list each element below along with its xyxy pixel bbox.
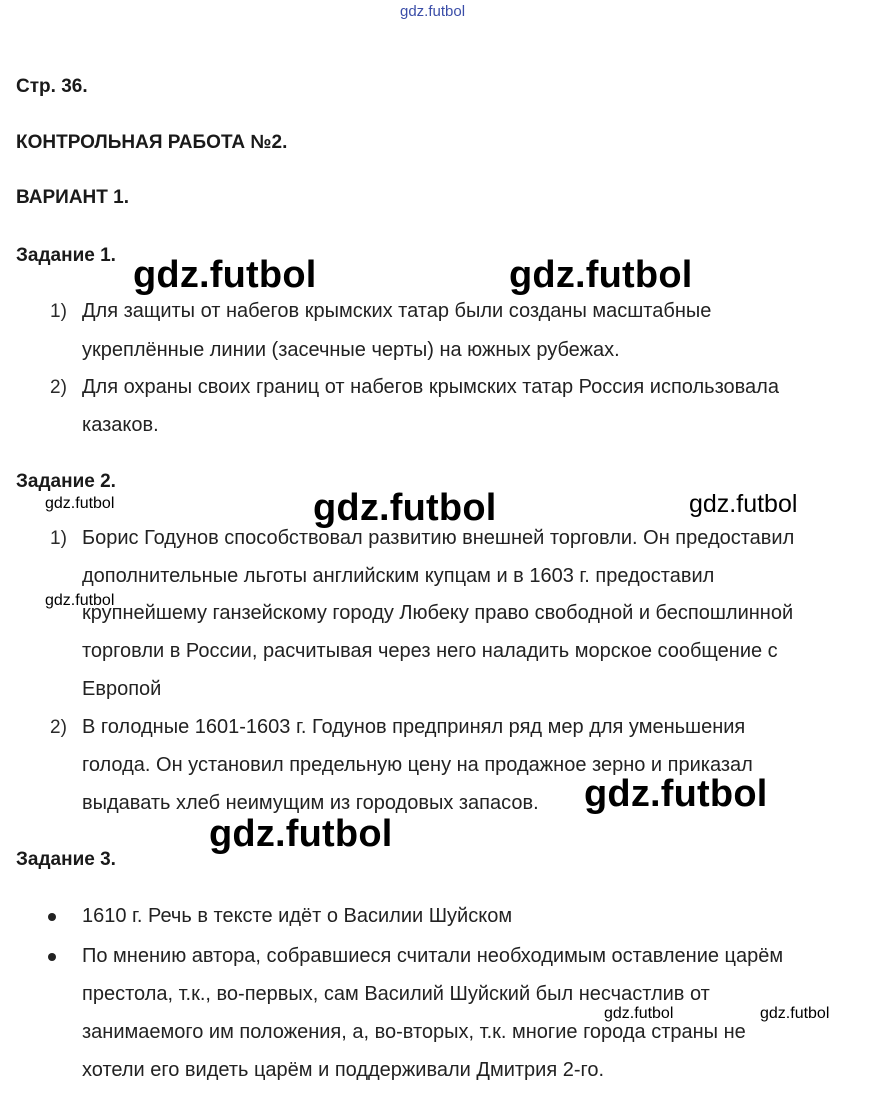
task-2-item-2-line-3: выдавать хлеб неимущим из городовых запасов. (82, 792, 539, 814)
task-1-item-2-number: 2) (50, 377, 67, 398)
task-1-heading: Задание 1. (16, 245, 116, 266)
task-3-item-2-line-4: хотели его видеть царём и поддерживали Дмитрия 2-го. (82, 1059, 605, 1081)
watermark-large-1: gdz.futbol (133, 254, 317, 296)
page-label: Стр. 36. (16, 76, 88, 97)
watermark-large-5: gdz.futbol (209, 813, 393, 855)
variant-heading: ВАРИАНТ 1. (16, 187, 129, 208)
task-3-item-1-line-1: 1610 г. Речь в тексте идёт о Василии Шуйском (82, 905, 513, 927)
watermark-large-3: gdz.futbol (313, 487, 497, 529)
watermark-medium-1: gdz.futbol (689, 490, 798, 518)
watermark-top: gdz.futbol (400, 3, 466, 20)
task-3-heading: Задание 3. (16, 849, 116, 870)
task-2-item-1-number: 1) (50, 528, 67, 549)
task-1-item-2-line-1: Для охраны своих границ от набегов крымских татар Россия использовала (82, 376, 779, 398)
task-2-item-1-line-5: Европой (82, 678, 162, 700)
watermark-small-3: gdz.futbol (604, 1005, 674, 1022)
watermark-large-4: gdz.futbol (584, 773, 768, 815)
task-2-item-1-line-1: Борис Годунов способствовал развитию внешней торговли. Он предоставил (82, 527, 795, 549)
task-2-item-2-line-2: голода. Он установил предельную цену на продажное зерно и приказал (82, 754, 753, 776)
task-2-item-1-line-2: дополнительные льготы английским купцам и в 1603 г. предоставил (82, 565, 715, 587)
task-3-bullet-2 (48, 953, 56, 961)
watermark-small-2: gdz.futbol (45, 592, 115, 609)
task-1-item-1-line-1: Для защиты от набегов крымских татар были созданы масштабные (82, 300, 712, 322)
task-3-item-2-line-1: По мнению автора, собравшиеся считали необходимым оставление царём (82, 945, 784, 967)
task-1-item-2-line-2: казаков. (82, 414, 159, 436)
task-2-item-2-line-1: В голодные 1601-1603 г. Годунов предпринял ряд мер для уменьшения (82, 716, 746, 738)
task-2-item-1-line-3: крупнейшему ганзейскому городу Любеку право свободной и беспошлинной (82, 602, 794, 624)
watermark-large-2: gdz.futbol (509, 254, 693, 296)
task-3-item-2-line-2: престола, т.к., во-первых, сам Василий Шуйский был несчастлив от (82, 983, 710, 1005)
task-2-heading: Задание 2. (16, 471, 116, 492)
task-2-item-2-number: 2) (50, 717, 67, 738)
task-3-item-2-line-3: занимаемого им положения, а, во-вторых, т.к. многие города страны не (82, 1021, 746, 1043)
task-3-bullet-1 (48, 913, 56, 921)
task-2-item-1-line-4: торговли в России, расчитывая через него наладить морское сообщение с (82, 640, 778, 662)
watermark-small-1: gdz.futbol (45, 495, 115, 512)
task-1-item-1-number: 1) (50, 301, 67, 322)
task-1-item-1-line-2: укреплённые линии (засечные черты) на южных рубежах. (82, 339, 620, 361)
watermark-small-4: gdz.futbol (760, 1005, 830, 1022)
document-title: КОНТРОЛЬНАЯ РАБОТА №2. (16, 132, 288, 153)
